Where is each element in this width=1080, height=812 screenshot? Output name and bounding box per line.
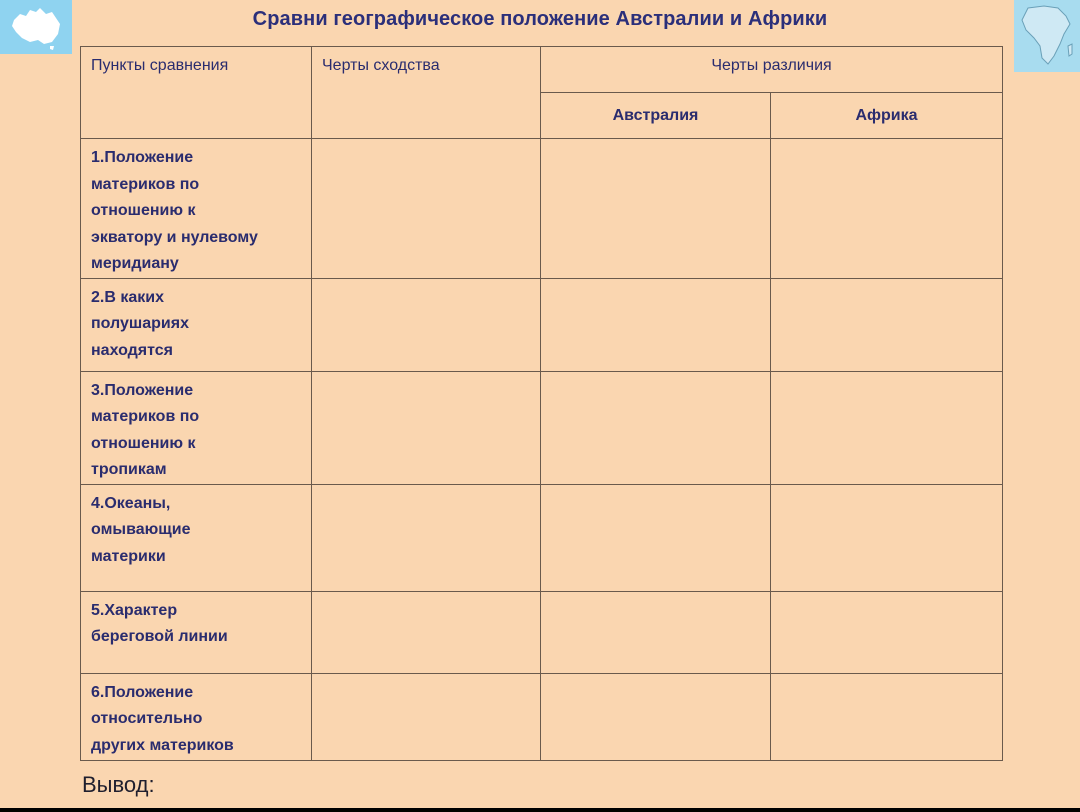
row-label: 6.Положение относительно других материков xyxy=(81,673,312,760)
row-label: 4.Океаны, омывающие материки xyxy=(81,484,312,591)
australia-cell[interactable] xyxy=(541,591,771,673)
table-row xyxy=(81,139,1003,279)
page-title: Сравни географическое положение Австралии и Африки xyxy=(252,8,828,30)
similarities-cell[interactable] xyxy=(312,484,541,591)
africa-cell[interactable] xyxy=(771,673,1003,760)
africa-cell[interactable] xyxy=(771,591,1003,673)
header-points: Пункты сравнения xyxy=(81,47,312,139)
africa-cell[interactable] xyxy=(771,139,1003,279)
row-label: 5.Характер береговой линии xyxy=(81,591,312,673)
bottom-border xyxy=(0,808,1080,812)
comparison-table xyxy=(80,46,1003,761)
australia-cell[interactable] xyxy=(541,278,771,371)
table-row xyxy=(81,371,1003,484)
table-row xyxy=(81,591,1003,673)
table-row xyxy=(81,484,1003,591)
australia-cell[interactable] xyxy=(541,371,771,484)
row-label: 1.Положение материков по отношению к экватору и нулевому меридиану xyxy=(81,139,312,279)
australia-cell[interactable] xyxy=(541,484,771,591)
header-differences: Черты различия xyxy=(541,47,1003,93)
similarities-cell[interactable] xyxy=(312,591,541,673)
africa-cell[interactable] xyxy=(771,371,1003,484)
conclusion-label: Вывод: xyxy=(82,772,155,797)
row-label: 3.Положение материков по отношению к тропикам xyxy=(81,371,312,484)
row-label: 2.В каких полушариях находятся xyxy=(81,278,312,371)
header-similarities: Черты сходства xyxy=(312,47,541,139)
header-africa: Африка xyxy=(771,93,1003,139)
africa-cell[interactable] xyxy=(771,484,1003,591)
table-row xyxy=(81,278,1003,371)
africa-cell[interactable] xyxy=(771,278,1003,371)
similarities-cell[interactable] xyxy=(312,139,541,279)
similarities-cell[interactable] xyxy=(312,673,541,760)
similarities-cell[interactable] xyxy=(312,371,541,484)
australia-cell[interactable] xyxy=(541,139,771,279)
header-australia: Австралия xyxy=(541,93,771,139)
australia-cell[interactable] xyxy=(541,673,771,760)
similarities-cell[interactable] xyxy=(312,278,541,371)
table-row xyxy=(81,673,1003,760)
